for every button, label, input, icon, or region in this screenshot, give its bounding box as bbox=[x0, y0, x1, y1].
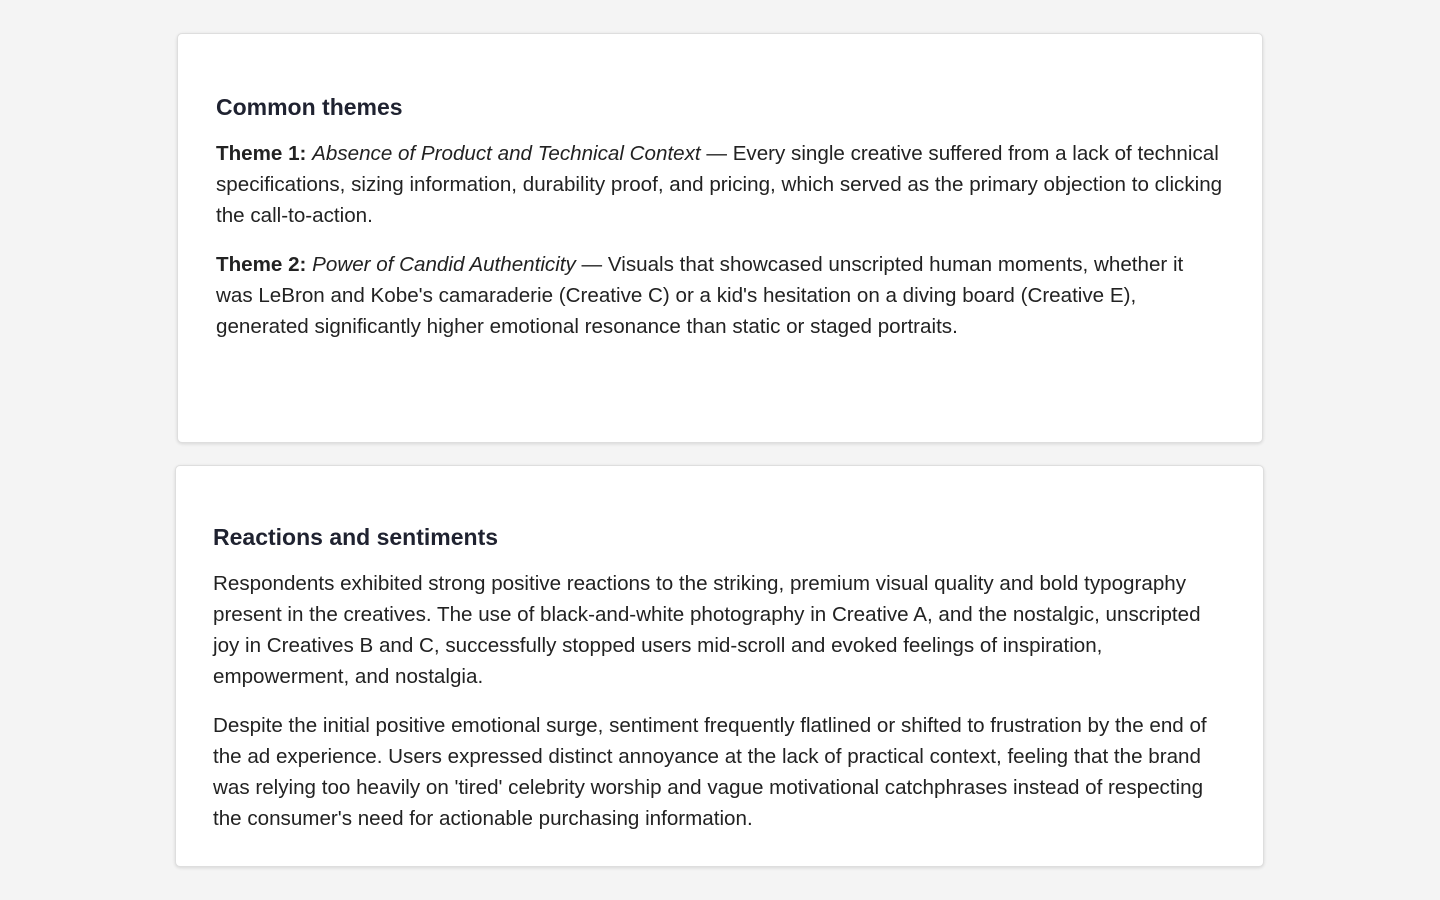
common-themes-heading: Common themes bbox=[216, 94, 403, 120]
theme-2-label: Theme 2: bbox=[216, 253, 307, 276]
theme-1-dash: — bbox=[700, 142, 733, 165]
theme-1-title: Absence of Product and Technical Context bbox=[312, 142, 701, 165]
theme-2-body: Visuals that showcased unscripted human moments, whether it was LeBron and Kobe's camaraderie (Creative C) or a kid's hesitation on a diving board (Creative E), generated significantly higher emotional resonance than static or staged portraits. bbox=[216, 253, 1184, 338]
theme-2-paragraph bbox=[216, 249, 1224, 342]
theme-2-dash: — bbox=[575, 253, 608, 276]
reactions-paragraph-1: Respondents exhibited strong positive reactions to the striking, premium visual quality and bold typography present in the creatives. The use of black-and-white photography in Creative A, and the nostalgic, unscripted joy in Creatives B and C, successfully stopped users mid-scroll and evoked feelings of inspiration, empowerment, and nostalgia. bbox=[213, 572, 1201, 688]
reactions-paragraph-2: Despite the initial positive emotional surge, sentiment frequently flatlined or shifted to frustration by the end of the ad experience. Users expressed distinct annoyance at the lack of practical context, feeling that the brand was relying too heavily on 'tired' celebrity worship and vague motivational catchphrases instead of respecting the consumer's need for actionable purchasing information. bbox=[213, 714, 1207, 830]
theme-1-body: Every single creative suffered from a lack of technical specifications, sizing information, durability proof, and pricing, which served as the primary objection to clicking the call-to-action. bbox=[216, 142, 1223, 227]
theme-2-title: Power of Candid Authenticity bbox=[312, 253, 576, 276]
reactions-card bbox=[175, 465, 1264, 867]
common-themes-card bbox=[177, 33, 1263, 443]
theme-1-paragraph bbox=[216, 138, 1224, 231]
reactions-heading: Reactions and sentiments bbox=[213, 524, 499, 550]
theme-1-label: Theme 1: bbox=[216, 142, 307, 165]
